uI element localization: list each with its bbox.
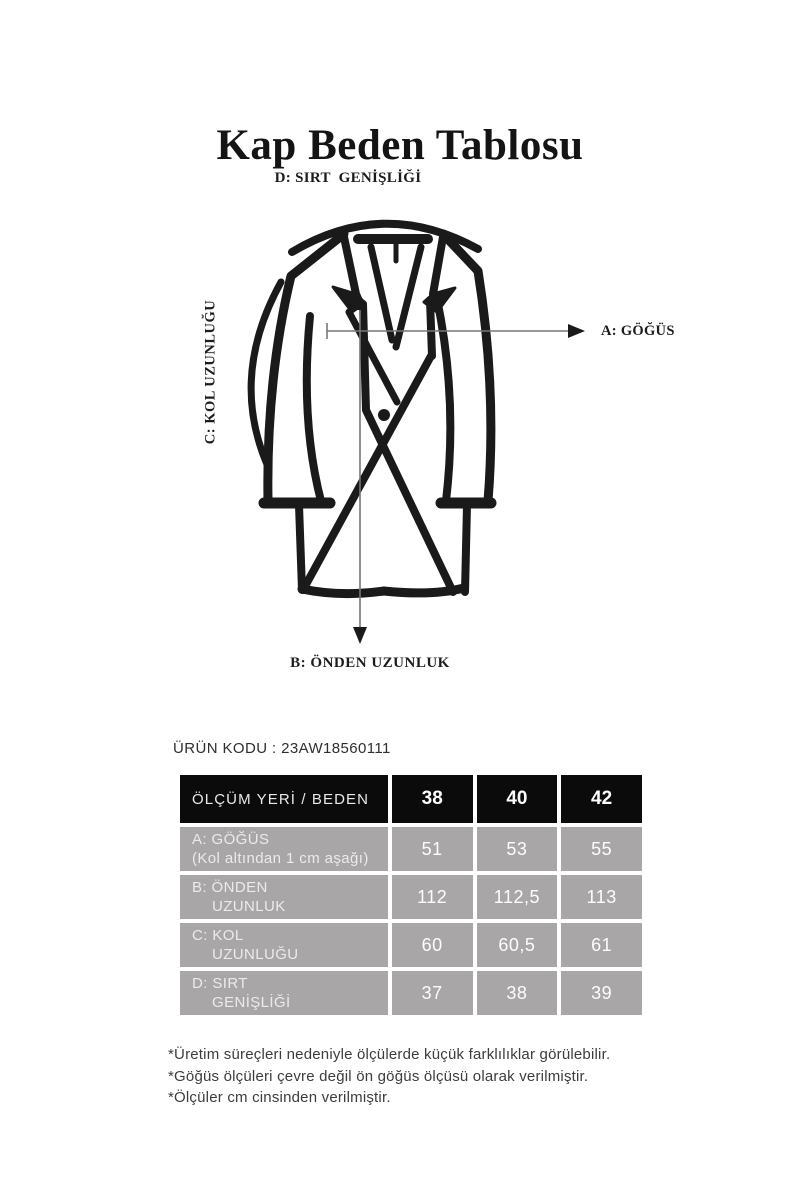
right-lapel-upper: [433, 237, 443, 294]
footnote-line: *Üretim süreçleri nedeniyle ölçülerde küçük farklılıklar görülebilir.: [168, 1046, 611, 1063]
right-body-edge: [465, 505, 467, 592]
page-title: Kap Beden Tablosu: [216, 121, 584, 169]
table-row-back-width: [180, 971, 642, 1015]
row-label-chest: A: GÖĞÜS (Kol altından 1 cm aşağı): [180, 827, 388, 871]
table-row-front-length: [180, 875, 642, 919]
value-cell: 61: [561, 923, 642, 967]
coat-illustration: [251, 224, 491, 594]
footnote-line: *Göğüs ölçüleri çevre değil ön göğüs ölçüsü olarak verilmiştir.: [168, 1067, 589, 1085]
left-lapel-upper: [344, 237, 356, 294]
footnote-line: *Ölçüler cm cinsinden verilmiştir.: [168, 1089, 391, 1106]
header-cell-measure: ÖLÇÜM YERİ / BEDEN: [180, 775, 388, 823]
row-label-front-length: B: ÖNDEN UZUNLUK: [180, 875, 388, 919]
left-sleeve-inner: [307, 316, 321, 501]
value-cell: 112,5: [477, 875, 558, 919]
value-cell: 38: [477, 971, 558, 1015]
product-code: ÜRÜN KODU : 23AW18560111: [173, 740, 391, 757]
neck-v-right: [396, 247, 421, 347]
header-cell-size-38: 38: [392, 775, 473, 823]
label-front-length: B: ÖNDEN UZUNLUK: [290, 655, 450, 671]
value-cell: 37: [392, 971, 473, 1015]
right-sleeve-inner: [437, 299, 450, 501]
header-cell-size-42: 42: [561, 775, 642, 823]
value-cell: 53: [477, 827, 558, 871]
arrow-right-icon: [568, 324, 585, 338]
value-cell: 60: [392, 923, 473, 967]
value-cell: 112: [392, 875, 473, 919]
value-cell: 113: [561, 875, 642, 919]
value-cell: 51: [392, 827, 473, 871]
size-table: [176, 771, 646, 1019]
coat-button: [378, 409, 390, 421]
neck-v-left: [371, 247, 392, 340]
hem-line: [302, 588, 464, 594]
table-row-chest: [180, 827, 642, 871]
row-label-sleeve-length: C: KOL UZUNLUĞU: [180, 923, 388, 967]
row-label-back-width: D: SIRT GENİŞLİĞİ: [180, 971, 388, 1015]
value-cell: 60,5: [477, 923, 558, 967]
value-cell: 39: [561, 971, 642, 1015]
table-header-row: [180, 775, 642, 823]
table-row-sleeve-length: [180, 923, 642, 967]
footnotes: [168, 1044, 610, 1109]
arrow-down-icon: [353, 627, 367, 644]
left-body-edge: [299, 505, 302, 590]
label-back-width: D: SIRT GENİŞLİĞİ: [274, 170, 422, 186]
value-cell: 55: [561, 827, 642, 871]
header-cell-size-40: 40: [477, 775, 558, 823]
label-chest: A: GÖĞÜS: [601, 323, 675, 339]
label-sleeve-length: C: KOL UZUNLUĞU: [202, 299, 219, 445]
